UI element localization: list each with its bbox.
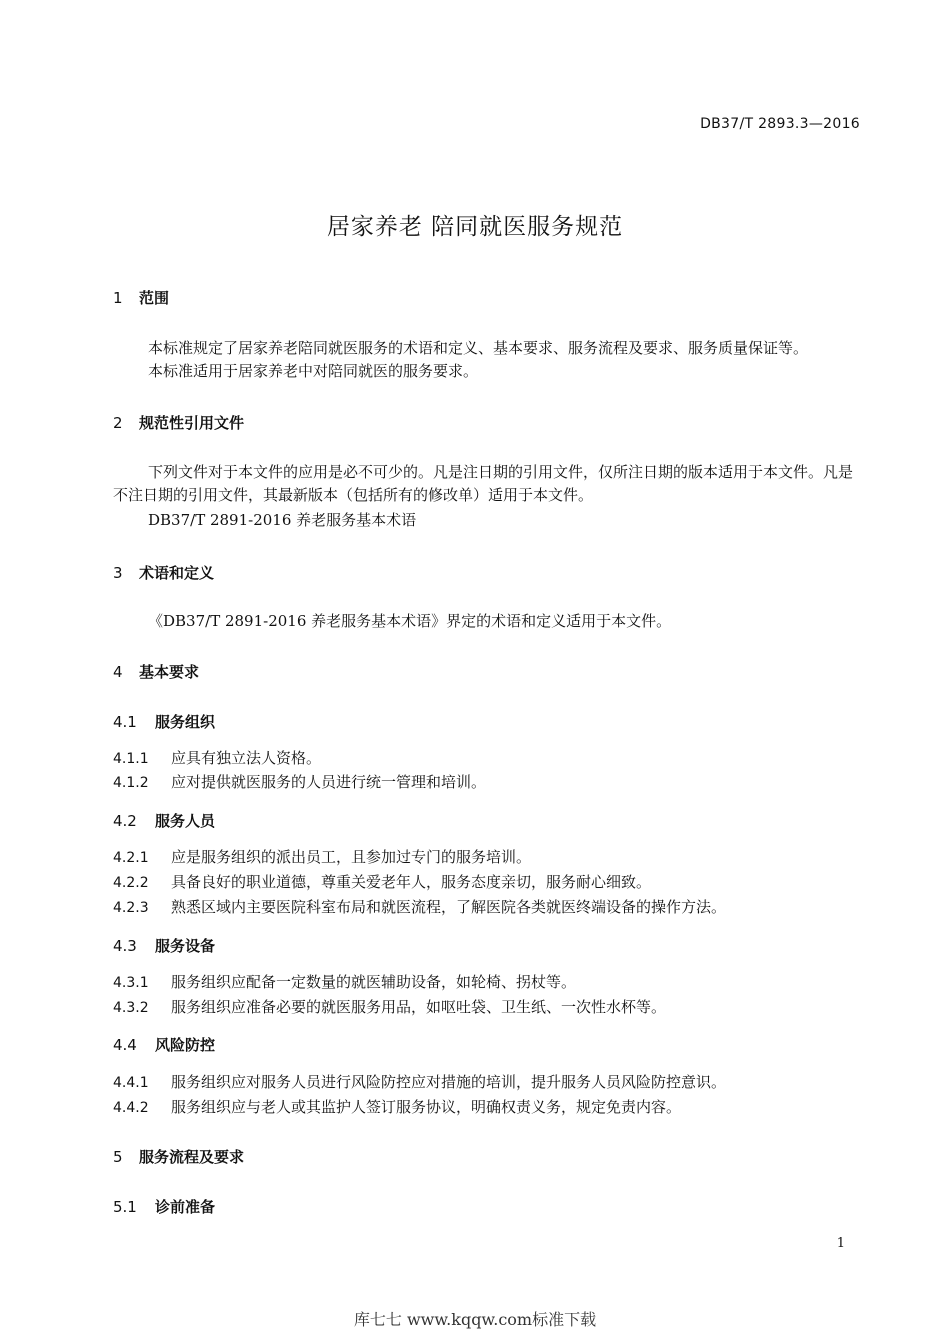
clause-number: 4.1.1	[113, 751, 149, 767]
clause-number: 4.2.1	[113, 850, 149, 866]
clause-4-4-2	[113, 1096, 681, 1120]
page-number: 1	[836, 1236, 845, 1251]
clause-4-2-1	[113, 846, 531, 870]
section-number: 5	[113, 1148, 123, 1166]
clause-4-4-1	[113, 1071, 726, 1095]
clause-4-3-2	[113, 996, 666, 1020]
section-number: 3	[113, 564, 123, 582]
section-number: 2	[113, 414, 123, 432]
section-3-heading	[113, 562, 214, 583]
footer-watermark: 库七七 www.kqqw.com标准下载	[353, 1310, 597, 1329]
clause-text: 服务组织应与老人或其监护人签订服务协议，明确权责义务，规定免责内容。	[171, 1098, 682, 1116]
section-title: 服务流程及要求	[139, 1148, 245, 1166]
subsection-title: 风险防控	[155, 1036, 216, 1054]
clause-number: 4.3.2	[113, 1000, 149, 1016]
section-title: 规范性引用文件	[139, 414, 245, 432]
clause-number: 4.1.2	[113, 775, 149, 791]
clause-text: 服务组织应准备必要的就医服务用品，如呕吐袋、卫生纸、一次性水杯等。	[171, 998, 667, 1016]
section-title: 范围	[139, 289, 170, 307]
clause-4-2-3	[113, 896, 726, 920]
subsection-number: 4.3	[113, 937, 137, 955]
subsection-title: 服务组织	[155, 713, 216, 731]
clause-number: 4.2.2	[113, 875, 149, 891]
section-2-paragraph-1: 下列文件对于本文件的应用是必不可少的。凡是注日期的引用文件，仅所注日期的版本适用于本文件。凡是不注日期的引用文件，其最新版本（包括所有的修改单）适用于本文件。	[113, 463, 854, 504]
subsection-number: 4.4	[113, 1036, 137, 1054]
section-1-paragraph-2: 本标准适用于居家养老中对陪同就医的服务要求。	[148, 362, 479, 380]
section-1-heading	[113, 287, 169, 308]
subsection-title: 服务人员	[155, 812, 216, 830]
clause-4-3-1	[113, 971, 576, 995]
clause-text: 熟悉区域内主要医院科室布局和就医流程，了解医院各类就医终端设备的操作方法。	[171, 898, 727, 916]
clause-text: 应对提供就医服务的人员进行统一管理和培训。	[171, 773, 487, 791]
section-1-paragraph-1: 本标准规定了居家养老陪同就医服务的术语和定义、基本要求、服务流程及要求、服务质量保证等。	[148, 339, 809, 357]
document-title: 居家养老 陪同就医服务规范	[326, 214, 624, 240]
subsection-4-4-heading	[113, 1034, 215, 1055]
subsection-4-2-heading	[113, 810, 215, 831]
clause-number: 4.2.3	[113, 900, 149, 916]
clause-number: 4.4.2	[113, 1100, 149, 1116]
clause-text: 服务组织应配备一定数量的就医辅助设备，如轮椅、拐杖等。	[171, 973, 577, 991]
clause-4-2-2	[113, 871, 651, 895]
subsection-title: 诊前准备	[155, 1198, 216, 1216]
clause-text: 具备良好的职业道德，尊重关爱老年人，服务态度亲切，服务耐心细致。	[171, 873, 652, 891]
subsection-number: 4.1	[113, 713, 137, 731]
subsection-number: 5.1	[113, 1198, 137, 1216]
clause-text: 应具有独立法人资格。	[171, 749, 322, 767]
subsection-4-1-heading	[113, 711, 215, 732]
subsection-5-1-heading	[113, 1196, 215, 1217]
section-number: 1	[113, 289, 123, 307]
section-title: 基本要求	[139, 663, 200, 681]
subsection-title: 服务设备	[155, 937, 216, 955]
clause-text: 应是服务组织的派出员工，且参加过专门的服务培训。	[171, 848, 532, 866]
clause-number: 4.4.1	[113, 1075, 149, 1091]
subsection-4-3-heading	[113, 935, 215, 956]
subsection-number: 4.2	[113, 812, 137, 830]
section-2-reference: DB37/T 2891-2016 养老服务基本术语	[148, 511, 417, 529]
section-title: 术语和定义	[139, 564, 215, 582]
section-number: 4	[113, 663, 123, 681]
clause-number: 4.3.1	[113, 975, 149, 991]
section-2-heading	[113, 412, 244, 433]
section-4-heading	[113, 661, 199, 682]
standard-code: DB37/T 2893.3—2016	[700, 116, 860, 132]
section-5-heading	[113, 1146, 244, 1167]
section-3-paragraph-1: 《DB37/T 2891-2016 养老服务基本术语》界定的术语和定义适用于本文件。	[148, 612, 672, 630]
clause-4-1-2	[113, 771, 486, 795]
clause-4-1-1	[113, 747, 321, 771]
clause-text: 服务组织应对服务人员进行风险防控应对措施的培训，提升服务人员风险防控意识。	[171, 1073, 727, 1091]
